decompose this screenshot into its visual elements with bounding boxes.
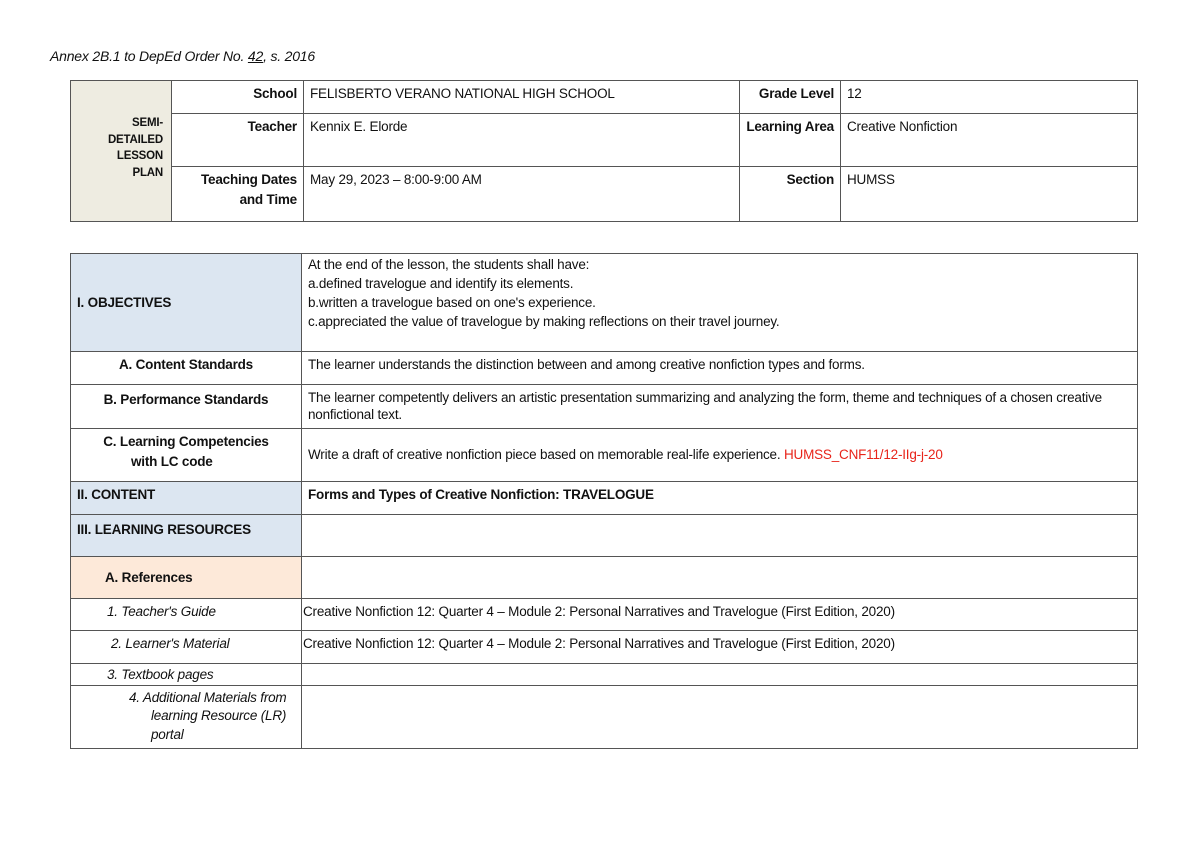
learning-area-label: Learning Area: [740, 114, 841, 167]
performance-standards-label: B. Performance Standards: [71, 385, 302, 429]
additional-materials-value: [302, 685, 1138, 749]
learning-resources-value: [302, 515, 1138, 557]
section-label: Section: [740, 167, 841, 222]
teachers-guide-row: [71, 599, 1138, 631]
objectives-intro: At the end of the lesson, the students shall have:: [308, 257, 590, 272]
content-value: Forms and Types of Creative Nonfiction: TRAVELOGUE: [302, 482, 1138, 515]
textbook-pages-label: 3. Textbook pages: [71, 664, 302, 686]
lesson-plan-table: [70, 253, 1138, 749]
plan-title-line: LESSON: [116, 150, 163, 163]
lesson-header-table: [70, 80, 1138, 222]
additional-materials-label: [71, 685, 302, 749]
performance-standards-row: [71, 385, 1138, 429]
section-value: HUMSS: [841, 167, 1138, 222]
annex-reference: [50, 48, 315, 64]
objectives-content: [302, 254, 1138, 352]
references-label: A. References: [71, 557, 302, 599]
references-row: [71, 557, 1138, 599]
objective-item: a.defined travelogue and identify its elements.: [308, 276, 574, 292]
school-label: School: [172, 81, 304, 114]
objective-item: c.appreciated the value of travelogue by making reflections on their travel journey.: [308, 314, 780, 330]
references-value: [302, 557, 1138, 599]
learning-resources-label: III. LEARNING RESOURCES: [71, 515, 302, 557]
additional-materials-text: 4. Additional Materials from learning Resource (LR) portal: [129, 689, 287, 743]
learning-resources-row: [71, 515, 1138, 557]
annex-order-number: 42: [247, 48, 264, 64]
grade-level-label: Grade Level: [740, 81, 841, 114]
competencies-row: [71, 429, 1138, 482]
content-standards-row: [71, 352, 1138, 385]
annex-prefix: Annex 2B.1 to DepEd Order No.: [50, 48, 248, 64]
learners-material-row: [71, 631, 1138, 664]
learners-material-value: Creative Nonfiction 12: Quarter 4 – Module 2: Personal Narratives and Travelogue (First Edition, 2020): [302, 631, 1138, 664]
objectives-row: [71, 254, 1138, 352]
school-value: FELISBERTO VERANO NATIONAL HIGH SCHOOL: [304, 81, 740, 114]
lesson-plan-title: [71, 81, 172, 222]
objectives-label: I. OBJECTIVES: [71, 254, 302, 352]
teachers-guide-value: Creative Nonfiction 12: Quarter 4 – Module 2: Personal Narratives and Travelogue (First Edition, 2020): [302, 599, 1138, 631]
textbook-pages-row: [71, 664, 1138, 686]
teachers-guide-label: 1. Teacher's Guide: [71, 599, 302, 631]
content-row: [71, 482, 1138, 515]
content-label: II. CONTENT: [71, 482, 302, 515]
lc-code: HUMSS_CNF11/12-IIg-j-20: [783, 447, 943, 463]
competencies-label: [71, 429, 302, 482]
plan-title-line: SEMI-: [132, 117, 163, 129]
teaching-dates-value: May 29, 2023 – 8:00-9:00 AM: [304, 167, 740, 222]
content-standards-value: The learner understands the distinction between and among creative nonfiction types and forms.: [302, 352, 1138, 385]
competencies-label-line: C. Learning Competencies: [103, 434, 269, 449]
learning-area-value: Creative Nonfiction: [841, 114, 1138, 167]
textbook-pages-value: [302, 664, 1138, 686]
performance-standards-value: The learner competently delivers an artistic presentation summarizing and analyzing the form, theme and techniques of a chosen creative nonfictional text.: [302, 385, 1138, 429]
additional-materials-row: [71, 685, 1138, 749]
teacher-value: Kennix E. Elorde: [304, 114, 740, 167]
annex-suffix: , s. 2016: [263, 48, 315, 64]
competencies-text: Write a draft of creative nonfiction piece based on memorable real-life experience.: [308, 447, 784, 463]
grade-level-value: 12: [841, 81, 1138, 114]
competencies-label-line: with LC code: [131, 453, 213, 469]
competencies-value: [302, 429, 1138, 482]
plan-title-line: PLAN: [132, 167, 163, 180]
teacher-label: Teacher: [172, 114, 304, 167]
teaching-dates-label: Teaching Dates and Time: [172, 167, 304, 222]
objective-item: b.written a travelogue based on one's experience.: [308, 295, 596, 311]
plan-title-line: DETAILED: [107, 133, 163, 146]
content-standards-label: A. Content Standards: [71, 352, 302, 385]
learners-material-label: 2. Learner's Material: [71, 631, 302, 664]
